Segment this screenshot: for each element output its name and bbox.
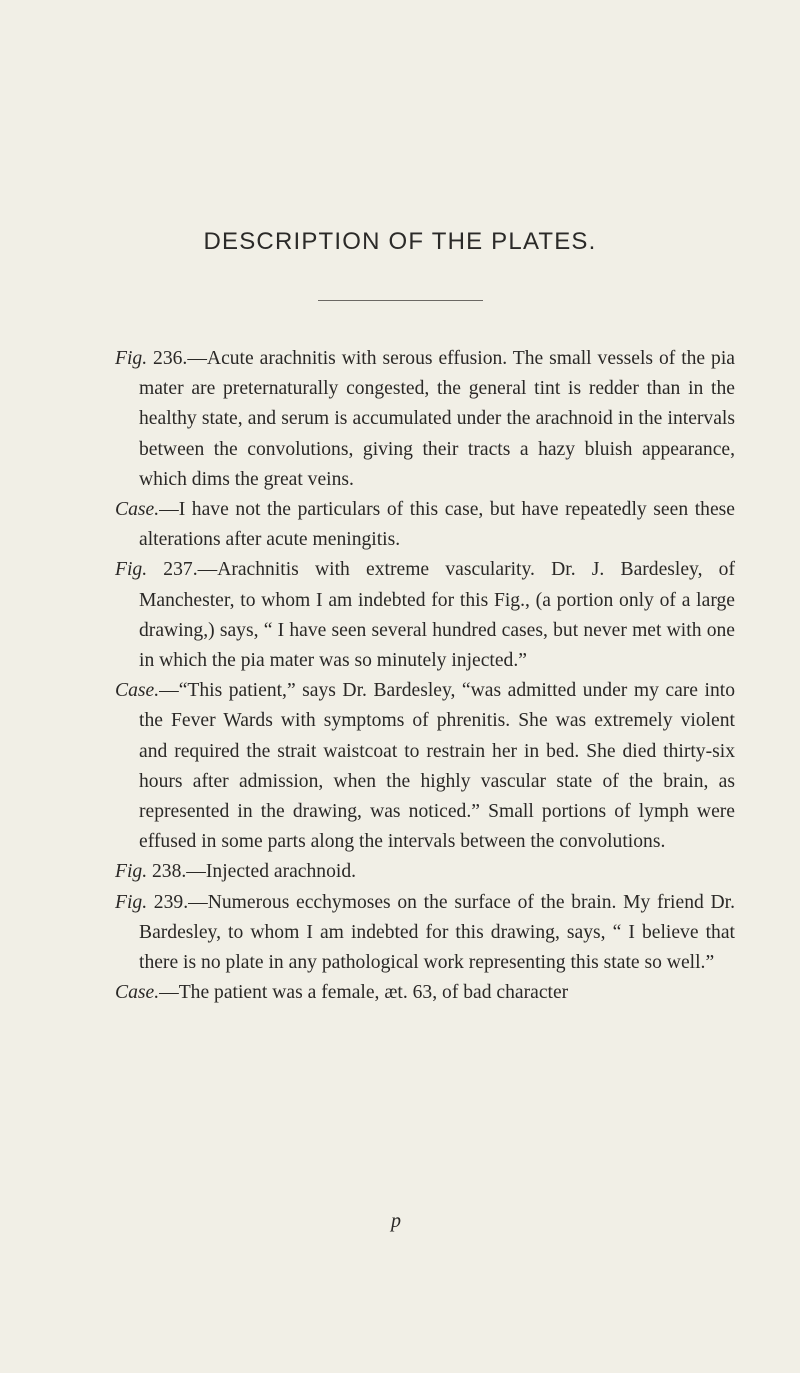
heading-rule	[318, 300, 483, 301]
page-heading: DESCRIPTION OF THE PLATES.	[203, 228, 597, 255]
plates-description	[115, 344, 735, 1008]
entry-text: 237.—Arachnitis with extreme vascularity. Dr. J. Bardesley, of Manchester, to whom I am indebted for this Fig., (a portion only of a large drawing,) says, “ I have seen several hundred cases, but never met with one in which the pia mater was so minutely injected.”	[139, 559, 735, 672]
entry-label: Case.	[115, 499, 160, 521]
entry-case-237	[115, 676, 735, 857]
entry-case-239	[115, 978, 735, 1008]
entry-case-236	[115, 495, 735, 555]
entry-fig-239	[115, 888, 735, 979]
entry-fig-236	[115, 344, 735, 495]
entry-label: Case.	[115, 982, 160, 1004]
entry-text: 238.—Injected arachnoid.	[147, 861, 357, 883]
entry-text: 239.—Numerous ecchymoses on the surface of the brain. My friend Dr. Bardesley, to whom I am indebted for this drawing, says, “ I believe that there is no plate in any pathological work representing this state so well.”	[139, 891, 735, 974]
entry-text: —I have not the particulars of this case, but have repeatedly seen these alterations after acute meningitis.	[139, 499, 735, 551]
entry-fig-238	[115, 857, 735, 887]
entry-fig-237	[115, 555, 735, 676]
entry-label: Fig.	[115, 348, 148, 369]
entry-label: Fig.	[115, 891, 148, 913]
entry-label: Case.	[115, 680, 160, 702]
entry-text: —“This patient,” says Dr. Bardesley, “was admitted under my care into the Fever Wards with symptoms of phrenitis. She was extremely violent and required the strait waistcoat to restrain her in bed. She died thirty-six hours after admission, when the highly vascular state of the brain, as represented in the drawing, was noticed.” Small portions of lymph were effused in some parts along the intervals between the convolutions.	[139, 680, 735, 853]
signature-mark: p	[391, 1210, 401, 1232]
entry-text: 236.—Acute arachnitis with serous effusion. The small vessels of the pia mater are preternaturally congested, the general tint is redder than in the healthy state, and serum is accumulated under the arachnoid in the intervals between the convolutions, giving their tracts a hazy bluish appearance, which dims the great veins.	[139, 348, 735, 490]
entry-text: —The patient was a female, æt. 63, of bad character	[159, 982, 569, 1004]
entry-label: Fig.	[115, 559, 148, 581]
entry-label: Fig.	[115, 861, 148, 883]
